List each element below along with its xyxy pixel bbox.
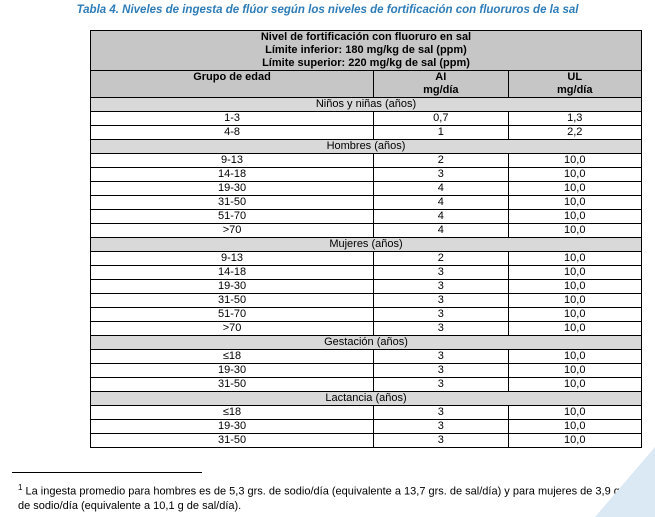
column-header-ul-label: UL	[567, 71, 583, 83]
section-row	[91, 98, 642, 112]
column-header-ai-label: AI	[435, 71, 447, 83]
ai-value-cell: 3	[374, 378, 508, 392]
ai-value-cell: 0,7	[374, 112, 508, 126]
ul-value-cell: 10,0	[508, 210, 641, 224]
ul-value-cell: 10,0	[508, 378, 641, 392]
ul-value-cell: 10,0	[508, 420, 641, 434]
ul-value-cell: 10,0	[508, 196, 641, 210]
ai-value-cell: 4	[374, 196, 508, 210]
ai-value-cell: 1	[374, 126, 508, 140]
footnote-marker: 1	[18, 483, 23, 492]
ul-value-cell: 10,0	[508, 266, 641, 280]
ul-value-cell: 10,0	[508, 252, 641, 266]
ul-value-cell: 10,0	[508, 406, 641, 420]
ul-value-cell: 10,0	[508, 434, 641, 448]
ai-value-cell: 3	[374, 266, 508, 280]
table-row	[91, 182, 642, 196]
age-group-cell: 31-50	[91, 196, 374, 210]
table-row	[91, 196, 642, 210]
age-group-cell: 19-30	[91, 420, 374, 434]
table-row	[91, 350, 642, 364]
section-label: Niños y niñas (años)	[91, 98, 642, 112]
ai-value-cell: 3	[374, 406, 508, 420]
ai-value-cell: 3	[374, 308, 508, 322]
age-group-cell: 14-18	[91, 266, 374, 280]
footnote	[18, 481, 643, 513]
table-row	[91, 224, 642, 238]
ul-value-cell: 10,0	[508, 294, 641, 308]
ul-value-cell: 10,0	[508, 350, 641, 364]
section-row	[91, 238, 642, 252]
age-group-cell: 31-50	[91, 294, 374, 308]
column-header-ul-unit: mg/día	[557, 84, 593, 96]
table-row	[91, 266, 642, 280]
table-row	[91, 434, 642, 448]
ai-value-cell: 4	[374, 224, 508, 238]
ai-value-cell: 3	[374, 280, 508, 294]
age-group-cell: 19-30	[91, 364, 374, 378]
table-row	[91, 168, 642, 182]
section-row	[91, 392, 642, 406]
table-row	[91, 420, 642, 434]
table-header-title-row	[91, 31, 642, 71]
page-corner-decoration	[595, 447, 655, 517]
table-row	[91, 210, 642, 224]
table-row	[91, 406, 642, 420]
ai-value-cell: 4	[374, 182, 508, 196]
table-row	[91, 280, 642, 294]
section-row	[91, 140, 642, 154]
ai-value-cell: 2	[374, 154, 508, 168]
section-label: Mujeres (años)	[91, 238, 642, 252]
footnote-separator	[12, 472, 202, 473]
ul-value-cell: 10,0	[508, 154, 641, 168]
ul-value-cell: 10,0	[508, 364, 641, 378]
column-header-ai	[374, 71, 508, 98]
table-row	[91, 308, 642, 322]
header-line-2: Límite inferior: 180 mg/kg de sal (ppm)	[265, 44, 467, 56]
column-header-group: Grupo de edad	[91, 71, 374, 98]
table-header-title	[91, 31, 642, 71]
age-group-cell: 1-3	[91, 112, 374, 126]
section-label: Hombres (años)	[91, 140, 642, 154]
column-header-ai-unit: mg/día	[423, 84, 459, 96]
age-group-cell: 51-70	[91, 210, 374, 224]
section-label: Lactancia (años)	[91, 392, 642, 406]
ul-value-cell: 10,0	[508, 322, 641, 336]
footnote-text: La ingesta promedio para hombres es de 5,3 grs. de sodio/día (equivalente a 13,7 grs. de sal/día) y para mujeres de 3,9 grs de sodio/día (equivalente a 10,1 g de sal/día).	[18, 485, 630, 512]
ul-value-cell: 10,0	[508, 280, 641, 294]
table-row	[91, 112, 642, 126]
ai-value-cell: 3	[374, 294, 508, 308]
age-group-cell: ≤18	[91, 406, 374, 420]
age-group-cell: >70	[91, 224, 374, 238]
ai-value-cell: 2	[374, 252, 508, 266]
ai-value-cell: 4	[374, 210, 508, 224]
age-group-cell: 14-18	[91, 168, 374, 182]
age-group-cell: 19-30	[91, 182, 374, 196]
ul-value-cell: 10,0	[508, 224, 641, 238]
ul-value-cell: 1,3	[508, 112, 641, 126]
table-row	[91, 378, 642, 392]
age-group-cell: 9-13	[91, 154, 374, 168]
table-row	[91, 364, 642, 378]
age-group-cell: ≤18	[91, 350, 374, 364]
ul-value-cell: 10,0	[508, 168, 641, 182]
ai-value-cell: 3	[374, 168, 508, 182]
table-row	[91, 154, 642, 168]
age-group-cell: 4-8	[91, 126, 374, 140]
section-row	[91, 336, 642, 350]
ai-value-cell: 3	[374, 364, 508, 378]
header-line-3: Límite superior: 220 mg/kg de sal (ppm)	[262, 57, 470, 69]
header-line-1: Nivel de fortificación con fluoruro en sal	[260, 31, 472, 43]
ul-value-cell: 10,0	[508, 182, 641, 196]
age-group-cell: >70	[91, 322, 374, 336]
fluoride-intake-table	[90, 30, 642, 448]
age-group-cell: 19-30	[91, 280, 374, 294]
ul-value-cell: 2,2	[508, 126, 641, 140]
table-row	[91, 322, 642, 336]
ai-value-cell: 3	[374, 350, 508, 364]
age-group-cell: 31-50	[91, 378, 374, 392]
column-header-ul	[508, 71, 641, 98]
table-row	[91, 126, 642, 140]
ai-value-cell: 3	[374, 420, 508, 434]
ai-value-cell: 3	[374, 434, 508, 448]
ul-value-cell: 10,0	[508, 308, 641, 322]
table-caption: Tabla 4. Niveles de ingesta de flúor según los niveles de fortificación con fluoruros de la sal	[76, 4, 579, 16]
section-label: Gestación (años)	[91, 336, 642, 350]
age-group-cell: 31-50	[91, 434, 374, 448]
table-header-columns-row	[91, 71, 642, 98]
table-row	[91, 294, 642, 308]
ai-value-cell: 3	[374, 322, 508, 336]
table-row	[91, 252, 642, 266]
age-group-cell: 9-13	[91, 252, 374, 266]
age-group-cell: 51-70	[91, 308, 374, 322]
